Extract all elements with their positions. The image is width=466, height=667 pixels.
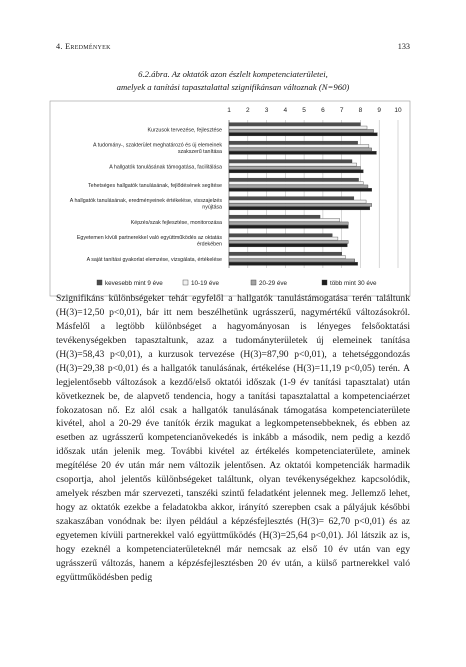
category-label: nyújtása <box>202 204 222 211</box>
bar <box>229 123 360 126</box>
bar <box>229 222 348 225</box>
bar <box>229 151 376 154</box>
category-label: szakszerű tanítása <box>177 149 222 156</box>
x-tick-label: 6 <box>321 107 325 114</box>
bar <box>229 207 370 210</box>
body-text <box>56 292 410 585</box>
x-tick-label: 1 <box>227 107 231 114</box>
category-label: érdekében <box>196 241 222 248</box>
bar <box>229 160 352 163</box>
bar <box>229 244 347 247</box>
x-tick-label: 7 <box>339 107 344 114</box>
bar <box>229 219 340 222</box>
x-tick-label: 8 <box>358 107 363 114</box>
legend-swatch <box>251 280 256 285</box>
category-label: A hallgatók tanulásának támogatása, facilitálása <box>109 164 222 171</box>
category-label: Tehetséges hallgatók tanulásának, fejlődésének segítése <box>88 182 222 189</box>
bar <box>229 200 366 203</box>
bar <box>229 262 358 265</box>
x-tick-label: 9 <box>377 107 382 114</box>
bar <box>229 148 372 151</box>
bar <box>229 225 348 228</box>
bar <box>229 133 377 136</box>
x-tick-label: 2 <box>245 107 250 114</box>
figure-caption-line-2: amelyek a tanítási tapasztalattal szignifikánsan változnak (N=960) <box>116 81 350 92</box>
chapter-title: 4. Eredmények <box>56 42 111 51</box>
bar <box>229 185 368 188</box>
figure-caption-line-1: 6.2.ábra. Az oktatók azon észlelt kompetenciaterületei, <box>138 69 328 79</box>
legend-swatch <box>183 280 188 285</box>
bar <box>229 203 372 206</box>
category-label: Egyetemen kívüli partnerekkel való együttműködés az oktatás <box>76 234 222 241</box>
x-tick-label: 4 <box>283 107 288 114</box>
bar <box>229 256 345 259</box>
page-number: 133 <box>397 42 410 51</box>
bar <box>229 129 374 132</box>
bar <box>229 259 355 262</box>
bar <box>229 170 363 173</box>
bar <box>229 188 372 191</box>
category-label: A saját tanítási gyakorlat elemzése, vizsgálata, értékelése <box>86 256 222 263</box>
legend-label: 20-29 éve <box>259 280 288 287</box>
bar <box>229 182 363 185</box>
category-label: A hallgatók tanulásának, eredményeinek értékelése, visszajelzés <box>69 197 222 204</box>
bar <box>229 252 342 255</box>
bar <box>229 240 348 243</box>
bar <box>229 141 358 144</box>
body-paragraph: Szignifikáns különbségeket tehát egyfelől a hallgatók tanulástámogatása terén találtunk (H(3)=12,50 p<0,01), bár itt nem beszélhetünk ugrásszerű, nagymértékű változásokról. Másfelől a legtöbb különbséget a hagyományosan is lényeges felsőoktatási tevékenységekben tapasztaltunk, azaz a tudományterületek új elemeinek tanítása (H(3)=58,43 p<0,01), a kurzusok tervezése (H(3)=87,90 p<0,01), a tehetséggondozás (H(3)=29,38 p<0,01) és a hallgatók tanulásának, értékelése (H(3)=11,19 p<0,05) terén. A legjelentősebb változások a kezdő/első oktatói időszak (1-9 év tanítási tapasztalat) után következnek be, de alapvető tendencia, hogy a tanítási tapasztalattal a kompetenciaérzet fokozatosan nő. Ez alól csak a hallgatók tanulásának támogatása kompetenciaterülete kivétel, ahol a 20-29 éve tanítók érzik magukat a legkompetensebbeknek, és ebben az esetben az ugrásszerű kompetencianövekedés is inkább a második, nem pedig a kezdő időszak után jelenik meg. További kivétel az értékelés kompetenciaterülete, aminek megítélése 20 év után már nem változik jelentősen. Az oktatói kompetenciák harmadik csoportja, ahol jelentős különbségeket találtunk, olyan tevékenységekhez kapcsolódik, amelyek részben már szervezeti, tanszéki szintű feladatként jelennek meg. Jellemző lehet, hogy az oktatók ezekbe a feladatokba akkor, irányító szerepben csak a pályájuk későbbi szakaszában vonódnak be: ilyen például a képzésfejlesztés (H(3)= 62,70 p<0,01) és az egyetemen kívüli partnerekkel való együttműködés (H(3)=25,64 p<0,01). Jól látszik az is, hogy ezeknél a kompetenciaterületeknél már nemcsak az első 10 év után van egy ugrásszerű változás, hanem a képzésfejlesztésben 20 év után, a külső partnerekkel való együttműködésben pedig <box>56 293 410 583</box>
bar <box>229 237 338 240</box>
bar <box>229 178 359 181</box>
legend-label: kevesebb mint 9 éve <box>105 280 163 287</box>
bar <box>229 234 332 237</box>
x-tick-label: 3 <box>264 107 269 114</box>
legend-label: 10-19 éve <box>191 280 220 287</box>
bar <box>229 163 357 166</box>
x-tick-label: 5 <box>302 107 306 114</box>
bar <box>229 166 360 169</box>
category-label: Képzés/szak fejlesztése, monitorozása <box>130 219 222 226</box>
bar <box>229 215 320 218</box>
legend-swatch <box>97 280 102 285</box>
legend-swatch <box>322 280 327 285</box>
bar <box>229 197 354 200</box>
category-label: Kurzusok tervezése, fejlesztése <box>147 127 222 134</box>
legend-label: több mint 30 éve <box>330 280 377 287</box>
bar <box>229 126 367 129</box>
bar <box>229 145 369 148</box>
category-label: A tudomány-, szakterület meghatározó és új elemeinek <box>93 142 222 149</box>
x-tick-label: 10 <box>394 107 402 114</box>
